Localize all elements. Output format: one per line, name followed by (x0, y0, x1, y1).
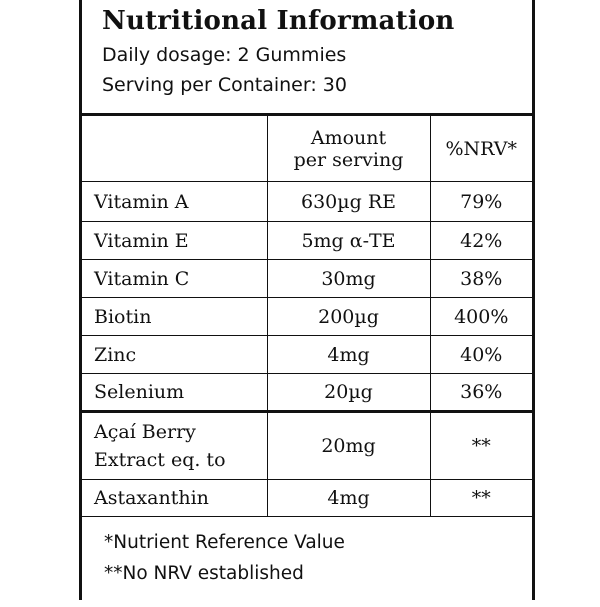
nutrient-name (82, 412, 267, 480)
nutrient-nrv: 42% (430, 222, 532, 260)
nutrient-amount: 5mg α-TE (267, 222, 430, 260)
nutrient-name: Selenium (82, 374, 267, 412)
nutrient-nrv: 79% (430, 182, 532, 222)
nutrient-amount: 20µg (267, 374, 430, 412)
nutrient-name: Vitamin C (82, 260, 267, 298)
label-header (82, 0, 532, 113)
nutrient-nrv: 38% (430, 260, 532, 298)
nutrient-name: Astaxanthin (82, 480, 267, 517)
table-row (82, 374, 532, 412)
nutrient-name: Vitamin A (82, 182, 267, 222)
nutrient-nrv: 40% (430, 336, 532, 374)
nutrient-amount: 20mg (267, 412, 430, 480)
table-row (82, 260, 532, 298)
nutrient-nrv: 400% (430, 298, 532, 336)
nutrient-amount: 4mg (267, 336, 430, 374)
table-row (82, 222, 532, 260)
footnotes-cell (82, 517, 532, 607)
nrv-header-cell: %NRV* (430, 115, 532, 182)
nutrient-nrv: ** (430, 480, 532, 517)
amount-header-line2: per serving (268, 149, 430, 171)
nutrient-nrv: ** (430, 412, 532, 480)
amount-header-line1: Amount (268, 127, 430, 149)
table-row (82, 412, 532, 480)
nutrient-name: Biotin (82, 298, 267, 336)
nutrient-name-line2: Extract eq. to (94, 446, 267, 474)
nutrient-nrv: 36% (430, 374, 532, 412)
nutrient-amount: 200µg (267, 298, 430, 336)
label-title: Nutritional Information (102, 6, 455, 36)
nutrient-name: Vitamin E (82, 222, 267, 260)
nutrient-amount: 4mg (267, 480, 430, 517)
nutrient-amount: 30mg (267, 260, 430, 298)
nutrient-name-line1: Açaí Berry (94, 418, 267, 446)
nrv-footnote: *Nutrient Reference Value (82, 532, 532, 553)
footnotes-row (82, 517, 532, 607)
nutrition-label-panel (79, 0, 535, 600)
table-row (82, 336, 532, 374)
no-nrv-footnote: **No NRV established (82, 563, 532, 584)
table-row (82, 298, 532, 336)
amount-header-cell (267, 115, 430, 182)
nutrient-name: Zinc (82, 336, 267, 374)
daily-dosage-text: Daily dosage: 2 Gummies (102, 44, 346, 66)
nutrient-amount: 630µg RE (267, 182, 430, 222)
table-row (82, 182, 532, 222)
table-row (82, 480, 532, 517)
table-header-row (82, 115, 532, 182)
servings-per-container-text: Serving per Container: 30 (102, 74, 347, 96)
nutrient-header-cell (82, 115, 267, 182)
nutrition-table (82, 113, 532, 607)
